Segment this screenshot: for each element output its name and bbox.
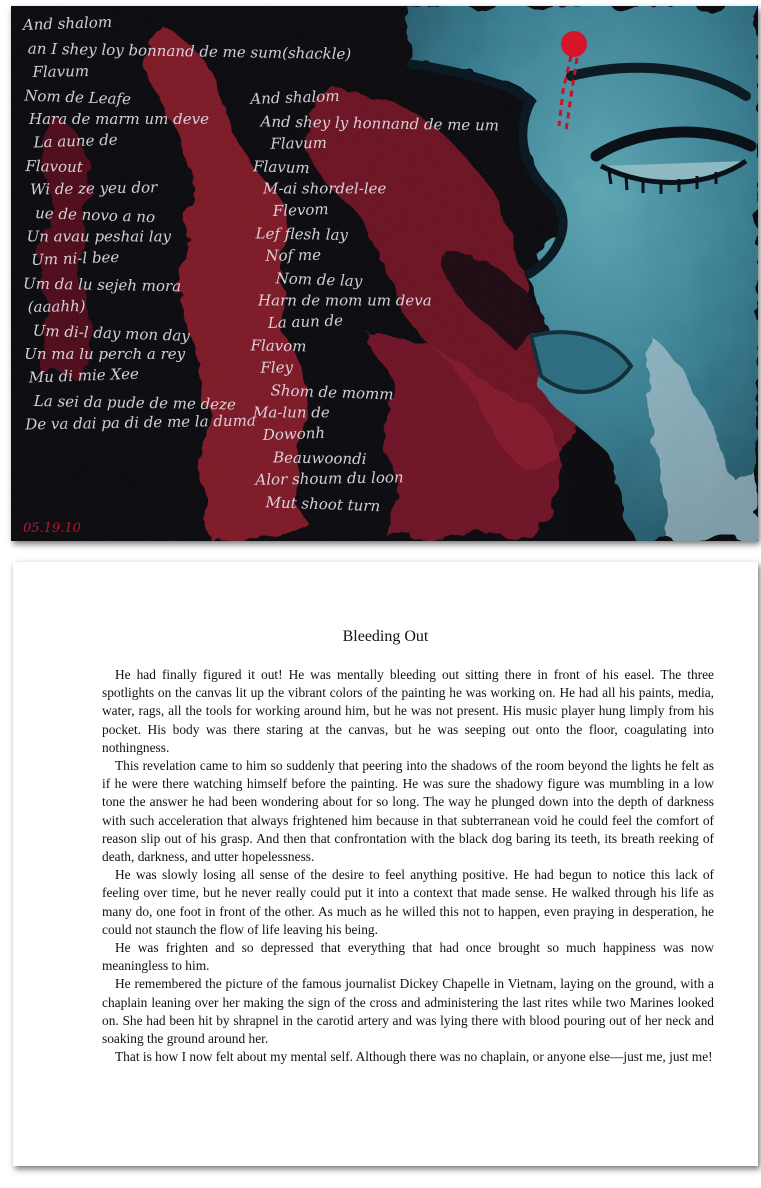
handwriting-line: Lef flesh lay <box>255 224 349 245</box>
story-page <box>13 562 758 1166</box>
handwriting-line: Flavum <box>32 62 90 81</box>
handwriting-line: ue de novo a no <box>34 204 156 227</box>
handwriting-line: Dowonh <box>262 423 326 444</box>
handwriting-line: Fley <box>260 358 294 377</box>
handwriting-line: Hara de marm um deve <box>29 110 209 128</box>
handwriting-line: Nof me <box>265 245 322 265</box>
story-paragraph: That is how I now felt about my mental self. Although there was no chaplain, or anyone else—just me, just me! <box>115 1049 713 1065</box>
handwriting-line: Nom de lay <box>275 269 363 291</box>
handwriting-line: Harn de mom um deva <box>258 291 432 310</box>
story-body <box>102 666 714 1066</box>
handwriting-line: And shalom <box>22 12 113 34</box>
handwriting-line: De va dai pa di de me la duma <box>25 411 256 434</box>
handwriting-line: Flavum <box>252 157 310 178</box>
painting-image <box>11 6 758 541</box>
handwriting-line: M-ai shordel-lee <box>263 179 387 198</box>
handwriting-line: Um da lu sejeh mora <box>22 274 182 296</box>
painting-artwork <box>11 6 758 541</box>
handwriting-line: Shom de momm <box>270 381 394 404</box>
story-paragraph: He remembered the picture of the famous journalist Dickey Chapelle in Vietnam, laying on the ground, with a chaplain leaning over her making the sign of the cross and administering the last rites while two Marines looked on. She had been hit by shrapnel in the carotid artery and was lying there with blood pouring out of her neck and soaking the ground around her. <box>102 976 714 1047</box>
handwriting-line: Alor shoum du loon <box>255 468 404 489</box>
story-paragraph: He was frighten and so depressed that everything that had once brought so much happiness was now meaningless to him. <box>102 940 714 974</box>
handwriting-line: (aaahh) <box>27 296 86 316</box>
handwriting-line: And shey ly honnand de me um <box>260 112 500 135</box>
handwriting-line: Un avau peshai lay <box>26 227 172 246</box>
handwriting-line: an I shey loy bonnand de me sum(shackle) <box>27 39 352 64</box>
handwriting-line: Mu di mie Xee <box>28 364 140 387</box>
handwriting-line: Um di-l day mon day <box>32 321 191 345</box>
handwriting-line: Flevom <box>272 200 329 220</box>
handwriting-line: La aun de <box>267 311 344 332</box>
painting-date-signature: 05.19.10 <box>23 521 81 536</box>
handwriting-line: Nom de Leafe <box>24 86 132 109</box>
story-paragraph: This revelation came to him so suddenly that peering into the shadows of the room beyond the lights he felt as if he were there watching himself before the painting. He was sure the shadowy figure was mumbling in a low tone the answer he had been wondering about for so long. The way he plunged down into the depth of darkness with such acceleration that always frightened him because in that subterranean void he could feel the comfort of reason slip out of his grasp. And then that confrontation with the black dog baring its teeth, its breath reeking of death, darkness, and utter hopelessness. <box>102 758 714 865</box>
handwriting-line: Un ma lu perch a rey <box>24 345 186 363</box>
handwriting-line: Flavom <box>250 336 307 356</box>
story-paragraph: He had finally figured it out! He was mentally bleeding out sitting there in front of his easel. The three spotlights on the canvas lit up the vibrant colors of the painting he was working on. He had all his paints, media, water, rags, all the tools for working around him, but he was not present. His music player hung limply from his pocket. His body was there staring at the canvas, but he was seeping out onto the floor, coagulating into nothingness. <box>102 667 714 755</box>
story-paragraph: He was slowly losing all sense of the desire to feel anything positive. He had begun to notice this lack of feeling over time, but he never really could put it into a context that made sense. He walked through his life as many do, one foot in front of the other. As much as he willed this not to happen, even praying in desperation, he could not staunch the flow of life leaving his being. <box>102 867 714 937</box>
handwriting-line: Wi de ze yeu dor <box>29 178 158 199</box>
story-title: Bleeding Out <box>342 628 429 645</box>
handwriting-line: Beauwoondi <box>272 448 367 469</box>
handwriting-line: Flavout <box>25 157 83 177</box>
handwriting-line: Flavum <box>270 133 328 153</box>
handwriting-line: La sei da pude de me deze <box>33 392 237 414</box>
handwriting-line: And shalom <box>250 86 340 108</box>
handwriting-line: Um ni-l bee <box>30 247 120 269</box>
handwriting-line: La aune de <box>33 130 118 152</box>
handwriting-line: Ma-lun de <box>253 403 330 422</box>
handwriting-line: Mut shoot turn <box>265 493 381 516</box>
